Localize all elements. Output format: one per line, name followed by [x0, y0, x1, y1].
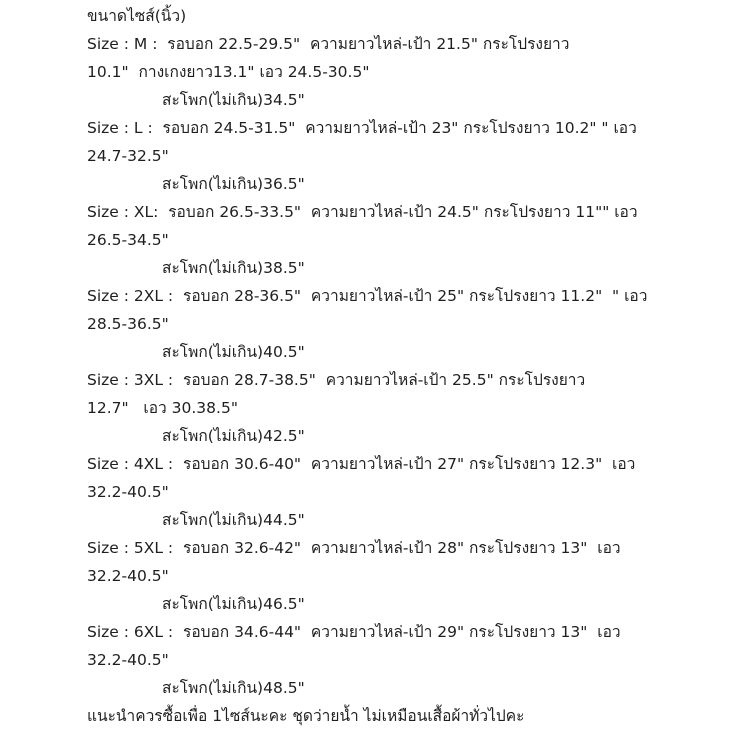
size-hip-line: สะโพก(ไม่เกิน)46.5" [162, 595, 305, 613]
size-block-xl [87, 198, 647, 282]
size-block-5xl [87, 534, 647, 618]
size-block-m [87, 30, 647, 114]
size-line: Size : 4XL : รอบอก 30.6-40" ความยาวไหล่-เป้า 27" กระโปรงยาว 12.3" เอว [87, 455, 636, 473]
size-line: Size : XL: รอบอก 26.5-33.5" ความยาวไหล่-เป้า 24.5" กระโปรงยาว 11"" เอว [87, 203, 638, 221]
size-hip-line: สะโพก(ไม่เกิน)34.5" [162, 91, 305, 109]
size-line: 26.5-34.5" [87, 231, 169, 249]
size-recommendation-note: แนะนำควรซื้อเพื่อ 1ไซส์นะคะ ชุดว่ายน้ำ ไม่เหมือนเสื้อผ้าทั่วไปคะ [87, 707, 525, 725]
size-line: Size : 5XL : รอบอก 32.6-42" ความยาวไหล่-เป้า 28" กระโปรงยาว 13" เอว [87, 539, 621, 557]
size-line: Size : L : รอบอก 24.5-31.5" ความยาวไหล่-เป้า 23" กระโปรงยาว 10.2" " เอว [87, 119, 637, 137]
size-hip-line: สะโพก(ไม่เกิน)40.5" [162, 343, 305, 361]
size-line: 28.5-36.5" [87, 315, 169, 333]
size-block-2xl [87, 282, 647, 366]
size-line: 24.7-32.5" [87, 147, 169, 165]
size-line: 12.7" เอว 30.38.5" [87, 399, 238, 417]
size-line: 32.2-40.5" [87, 651, 169, 669]
size-block-3xl [87, 366, 647, 450]
size-line: Size : M : รอบอก 22.5-29.5" ความยาวไหล่-เป้า 21.5" กระโปรงยาว [87, 35, 570, 53]
size-line: 32.2-40.5" [87, 483, 169, 501]
size-hip-line: สะโพก(ไม่เกิน)44.5" [162, 511, 305, 529]
size-hip-line: สะโพก(ไม่เกิน)36.5" [162, 175, 305, 193]
size-chart-heading: ขนาดไซส์(นิ้ว) [87, 7, 187, 25]
size-block-6xl [87, 618, 647, 702]
size-hip-line: สะโพก(ไม่เกิน)42.5" [162, 427, 305, 445]
size-line: 10.1" กางเกงยาว13.1" เอว 24.5-30.5" [87, 63, 370, 81]
size-block-l [87, 114, 647, 198]
size-line: 32.2-40.5" [87, 567, 169, 585]
size-chart-document [87, 2, 647, 730]
size-hip-line: สะโพก(ไม่เกิน)48.5" [162, 679, 305, 697]
size-block-4xl [87, 450, 647, 534]
size-line: Size : 2XL : รอบอก 28-36.5" ความยาวไหล่-เป้า 25" กระโปรงยาว 11.2" " เอว [87, 287, 648, 305]
size-hip-line: สะโพก(ไม่เกิน)38.5" [162, 259, 305, 277]
size-line: Size : 6XL : รอบอก 34.6-44" ความยาวไหล่-เป้า 29" กระโปรงยาว 13" เอว [87, 623, 621, 641]
size-line: Size : 3XL : รอบอก 28.7-38.5" ความยาวไหล่-เป้า 25.5" กระโปรงยาว [87, 371, 586, 389]
